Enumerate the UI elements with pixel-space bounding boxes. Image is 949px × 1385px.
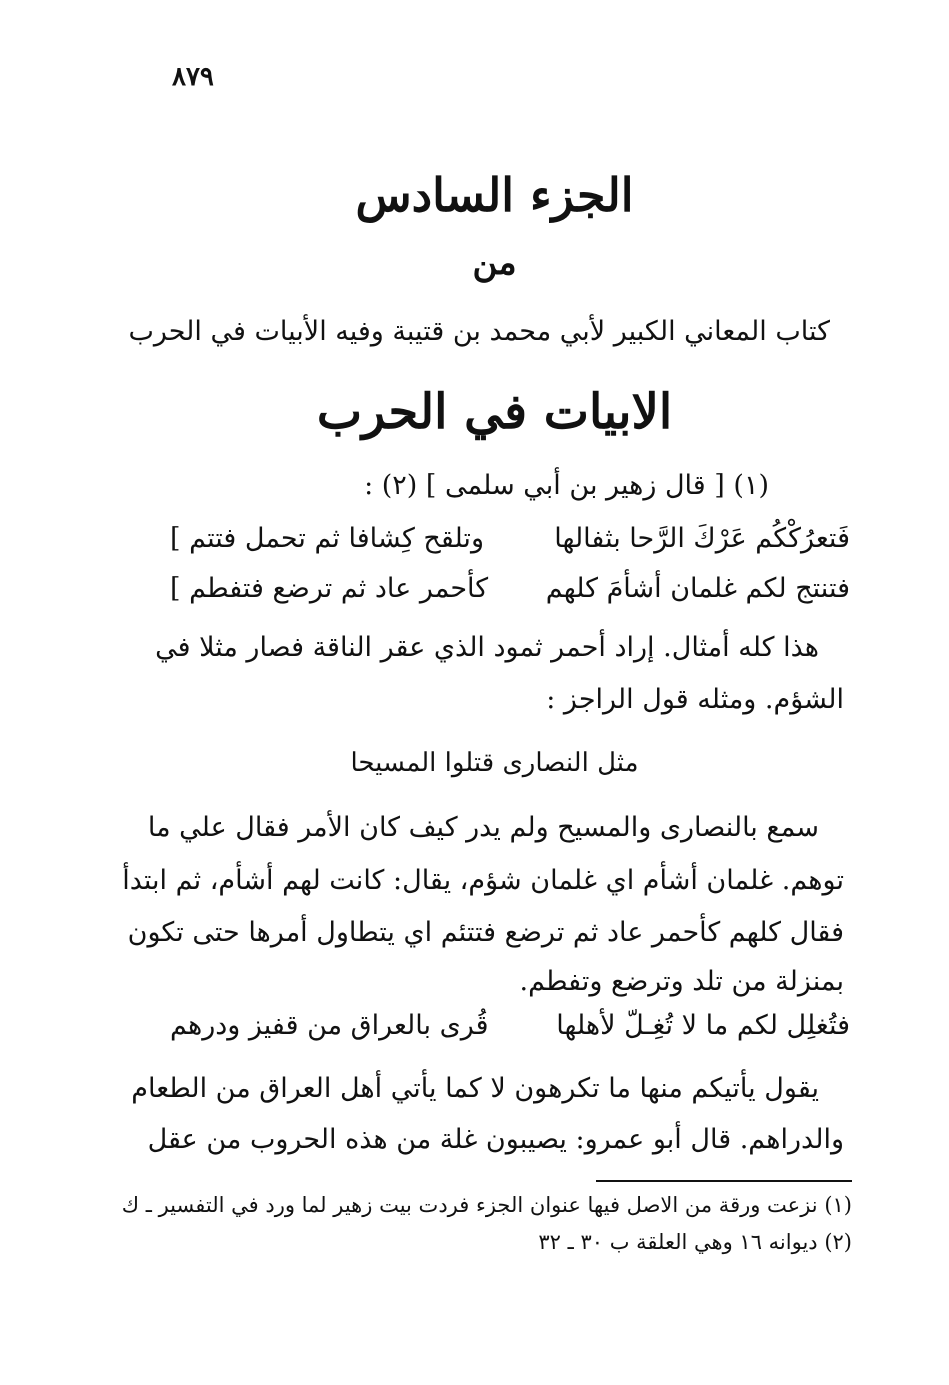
section-title: الابيات في الحرب <box>316 384 673 440</box>
book-title-line: كتاب المعاني الكبير لأبي محمد بن قتيبة وفيه الأبيات في الحرب <box>128 316 830 347</box>
paragraph-line: فقال كلهم كأحمر عاد ثم ترضع فتتئم اي يتطاول أمرها حتى تكون <box>127 917 844 948</box>
paragraph-line: بمنزلة من تلد وترضع وتفطم. <box>519 966 844 997</box>
verse-hemistich-left: وتلقح كِشافا ثم تحمل فتتم ] <box>170 523 484 554</box>
page-number: ٨٧٩ <box>172 62 214 92</box>
footnote: (١) نزعت ورقة من الاصل فيها عنوان الجزء فردت بيت زهير لما ورد في التفسير ـ ك <box>121 1193 852 1217</box>
verse-hemistich-right: فتُغلِل لكم ما لا تُغِـلّ لأهلها <box>556 1010 850 1041</box>
chapter-title: الجزء السادس <box>355 168 634 222</box>
verse-hemistich-right: فَتعرُكْكُم عَرْكَ الرَّحا بثفالها <box>554 523 850 554</box>
paragraph-line: سمع بالنصارى والمسيح ولم يدر كيف كان الأمر فقال علي ما <box>147 812 819 843</box>
verse-line <box>170 523 850 554</box>
verse-hemistich-right: فتنتج لكم غلمان أشأمَ كلهم <box>545 573 850 604</box>
paragraph-line: يقول يأتيكم منها ما تكرهون لا كما يأتي أهل العراق من الطعام <box>131 1073 819 1104</box>
paragraph-line: والدراهم. قال أبو عمرو: يصيبون غلة من هذه الحروب من عقل <box>147 1124 844 1155</box>
verse-hemistich-left: قُرى بالعراق من قفيز ودرهم <box>170 1010 489 1041</box>
verse-hemistich-left: كأحمر عاد ثم ترضع فتفطم ] <box>170 573 489 604</box>
quoted-verse: مثل النصارى قتلوا المسيحا <box>350 748 639 778</box>
paragraph-line: توهم. غلمان أشأم اي غلمان شؤم، يقال: كانت لهم أشأم، ثم ابتدأ <box>122 865 844 896</box>
from-word: من <box>472 243 517 283</box>
verse-line <box>170 1010 850 1041</box>
verse-line <box>170 573 850 604</box>
verse-attribution: (١) [ قال زهير بن أبي سلمى ] (٢) : <box>364 470 769 501</box>
paragraph-line: هذا كله أمثال. إراد أحمر ثمود الذي عقر الناقة فصار مثلا في <box>155 632 819 663</box>
paragraph-line: الشؤم. ومثله قول الراجز : <box>546 684 844 715</box>
footnote: (٢) ديوانه ١٦ وهي العلقة ب ٣٠ ـ ٣٢ <box>538 1230 852 1254</box>
footnote-divider <box>596 1180 852 1182</box>
